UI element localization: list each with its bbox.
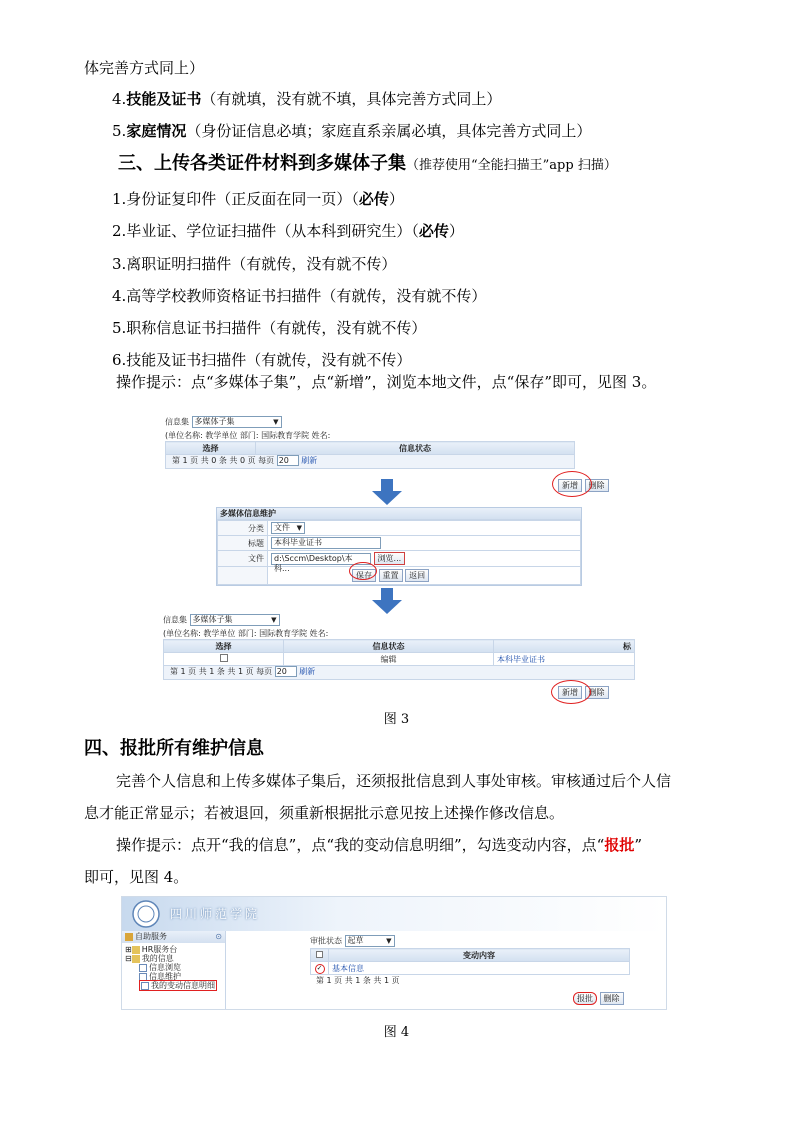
filter-row — [310, 935, 630, 948]
item-family — [112, 121, 591, 141]
submit-button[interactable]: 报批 — [573, 992, 597, 1005]
infoset-row — [165, 416, 635, 430]
fig3-caption: 图 3 — [383, 712, 410, 727]
chevron-down-icon: ▼ — [273, 418, 279, 426]
document-icon — [141, 982, 149, 990]
changes-table — [310, 948, 630, 975]
upload-item-2: 2.毕业证、学位证扫描件（从本科到研究生）（必传） — [112, 222, 464, 240]
highlight-circle — [349, 562, 377, 580]
table-row — [164, 653, 635, 666]
row-title-link[interactable]: 本科毕业证书 — [494, 653, 635, 666]
fig3-panel-list-empty — [165, 416, 635, 490]
chevron-down-icon: ▼ — [271, 616, 277, 624]
tree-item-info-maintain[interactable]: 信息维护 — [125, 972, 225, 981]
continuation-text: 体完善方式同上） — [84, 59, 205, 77]
back-button[interactable]: 返回 — [405, 569, 429, 582]
down-arrow-icon — [372, 588, 402, 614]
upload-item-4: 4.高等学校教师资格证书扫描件（有就传，没有就不传） — [112, 287, 487, 305]
changes-content — [310, 935, 630, 989]
fig3-form-panel — [216, 507, 582, 586]
tree-item-info-browse[interactable]: 信息浏览 — [125, 963, 225, 972]
save-button[interactable]: 保存 — [352, 569, 376, 582]
col-change: 变动内容 — [329, 949, 630, 962]
form-label: 分类 — [218, 521, 268, 536]
delete-button[interactable]: 删除 — [585, 686, 609, 699]
folder-open-icon — [132, 955, 140, 963]
page-size-input[interactable]: 20 — [277, 455, 299, 466]
folder-icon — [132, 946, 140, 954]
tree-item-hr-desk[interactable]: ⊞ HR服务台 — [125, 945, 178, 954]
refresh-link[interactable]: 刷新 — [301, 456, 318, 465]
table-row — [311, 962, 630, 975]
delete-button[interactable]: 删除 — [600, 992, 624, 1005]
form-table — [217, 520, 581, 585]
section4-para-line1: 完善个人信息和上传多媒体子集后，还须报批信息到人事处审核。审核通过后个人信 — [116, 772, 672, 790]
browse-button[interactable]: 浏览... — [374, 552, 406, 565]
item-title: 技能及证书 — [126, 90, 202, 108]
document-icon — [139, 964, 147, 972]
item-num: 4. — [112, 90, 127, 108]
filter-label: 审批状态 — [310, 936, 342, 946]
title-input[interactable]: 本科毕业证书 — [271, 537, 381, 549]
infoset-label: 信息集 — [165, 417, 189, 427]
school-logo-icon — [128, 899, 164, 929]
col-select: 选择 — [164, 640, 284, 653]
pager: 第 1 页 共 1 条 共 1 页 — [310, 975, 630, 989]
reset-button[interactable]: 重置 — [379, 569, 403, 582]
add-button[interactable]: 新增 — [558, 479, 582, 492]
item-title: 家庭情况 — [126, 122, 187, 140]
item-text: （有就填，没有就不填，具体完善方式同上） — [201, 90, 502, 108]
infoset-select[interactable]: 多媒体子集 ▼ — [190, 614, 280, 626]
unit-line: (单位名称: 教学单位 部门: 国际教育学院 姓名: — [165, 431, 331, 440]
section3-title: 三、上传各类证件材料到多媒体子集 — [118, 153, 406, 174]
select-all-checkbox[interactable] — [316, 951, 323, 958]
row-checkbox[interactable] — [220, 654, 228, 662]
file-path-input[interactable]: d:\Sccm\Desktop\本科... — [271, 553, 371, 565]
sidebar-header: 自助服务 ⊙ — [122, 931, 225, 943]
col-status: 信息状态 — [284, 640, 494, 653]
section4-para-line2: 息才能正常显示；若被退回，须重新根据批示意见按上述操作修改信息。 — [84, 804, 565, 822]
app-header — [122, 897, 666, 931]
item-text: （身份证信息必填；家庭直系亲属必填，具体完善方式同上） — [186, 122, 592, 140]
section3-heading — [118, 152, 617, 178]
col-status: 信息状态 — [256, 442, 575, 455]
tip-fig3: 操作提示：点“多媒体子集”，点“新增”，浏览本地文件，点“保存”即可，见图 3。 — [116, 373, 657, 391]
category-select[interactable]: 文件 ▼ — [271, 522, 305, 534]
item-skills — [112, 89, 501, 109]
tip-fig4-line2: 即可，见图 4。 — [84, 868, 189, 886]
sidebar — [122, 931, 226, 1010]
upload-item-5: 5.职称信息证书扫描件（有就传，没有就不传） — [112, 319, 427, 337]
form-title: 多媒体信息维护 — [217, 508, 581, 520]
upload-item-1: 1.身份证复印件（正反面在同一页）（必传） — [112, 190, 404, 208]
highlight-circle — [552, 471, 592, 497]
fig3-panel-list-filled — [163, 614, 635, 697]
filter-select[interactable]: 起草 ▼ — [345, 935, 395, 947]
refresh-link[interactable]: 刷新 — [299, 667, 316, 676]
upload-item-3: 3.离职证明扫描件（有就传，没有就不传） — [112, 255, 397, 273]
collapse-icon[interactable]: ⊙ — [215, 932, 222, 941]
school-name: 四川师范学院 — [170, 907, 261, 921]
highlight-circle — [551, 680, 591, 704]
tree-item-my-info[interactable]: ⊟ 我的信息 — [125, 954, 174, 963]
nav-tree — [122, 943, 225, 990]
down-arrow-icon — [372, 479, 402, 505]
add-button[interactable]: 新增 — [558, 686, 582, 699]
list-table — [165, 441, 575, 455]
item-num: 5. — [112, 122, 127, 140]
col-extra: 标 — [494, 640, 635, 653]
infoset-row: 信息集 多媒体子集 ▼ — [163, 614, 635, 628]
pager: 第 1 页 共 1 条 共 1 页 每页 20 刷新 — [163, 666, 635, 680]
tip-fig4: 操作提示：点开“我的信息”，点“我的变动信息明细”，勾选变动内容，点“报批” — [116, 836, 643, 854]
chevron-down-icon: ▼ — [386, 937, 392, 945]
upload-item-6: 6.技能及证书扫描件（有就传，没有就不传） — [112, 351, 412, 369]
user-icon — [125, 933, 133, 941]
fig4-screenshot — [121, 896, 667, 1010]
form-label: 文件 — [218, 551, 268, 567]
infoset-select[interactable]: 多媒体子集 ▼ — [192, 416, 282, 428]
form-label: 标题 — [218, 536, 268, 551]
delete-button[interactable]: 删除 — [585, 479, 609, 492]
page-size-input[interactable]: 20 — [275, 666, 297, 677]
fig4-caption: 图 4 — [383, 1025, 410, 1040]
chevron-down-icon: ▼ — [296, 524, 302, 532]
row-checkbox-checked[interactable]: ✓ — [315, 964, 325, 974]
row-change-link[interactable]: 基本信息 — [329, 962, 630, 975]
tree-item-my-changes[interactable]: 我的变动信息明细 — [125, 981, 225, 990]
list-table — [163, 639, 635, 666]
unit-line: (单位名称: 教学单位 部门: 国际教育学院 姓名: — [163, 629, 329, 638]
row-status: 编辑 — [284, 653, 494, 666]
col-select: 选择 — [166, 442, 256, 455]
pager: 第 1 页 共 0 条 共 0 页 每页 20 刷新 — [165, 455, 575, 469]
section4-heading: 四、报批所有维护信息 — [84, 738, 264, 759]
section3-note: （推荐使用“全能扫描王”app 扫描） — [406, 158, 617, 173]
